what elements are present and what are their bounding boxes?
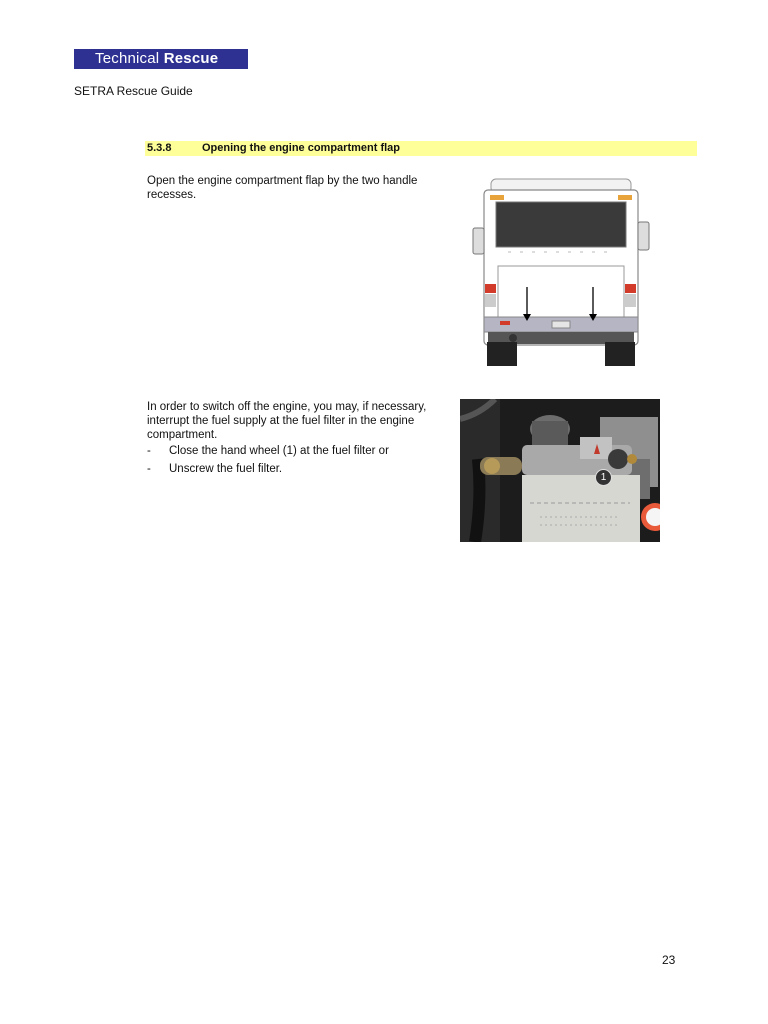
- section-heading: [145, 141, 697, 156]
- banner-text-bold: Rescue: [163, 50, 219, 67]
- fuel-filter-photo: [460, 399, 660, 542]
- bullet-text: Unscrew the fuel filter.: [169, 463, 283, 475]
- banner-text-light: Technical: [95, 50, 160, 67]
- bullet-dash: -: [147, 445, 151, 457]
- instruction-paragraph-2: In order to switch off the engine, you may, if necessary, interrupt the fuel supply at the fuel filter in the engine compartment.: [147, 401, 427, 441]
- section-number: 5.3.8: [147, 142, 172, 154]
- bus-rear-illustration: [470, 176, 652, 368]
- bullet-text: Close the hand wheel (1) at the fuel filter or: [169, 445, 389, 457]
- page-number: 23: [662, 953, 676, 967]
- fuel-filter-illustration: [460, 399, 660, 542]
- guide-title: SETRA Rescue Guide: [74, 84, 193, 98]
- header-banner: [74, 49, 248, 69]
- bullet-dash: -: [147, 463, 151, 475]
- instruction-paragraph-1: Open the engine compartment flap by the two handle recesses.: [147, 175, 418, 201]
- callout-marker: 1: [595, 469, 612, 486]
- section-title: Opening the engine compartment flap: [202, 142, 401, 154]
